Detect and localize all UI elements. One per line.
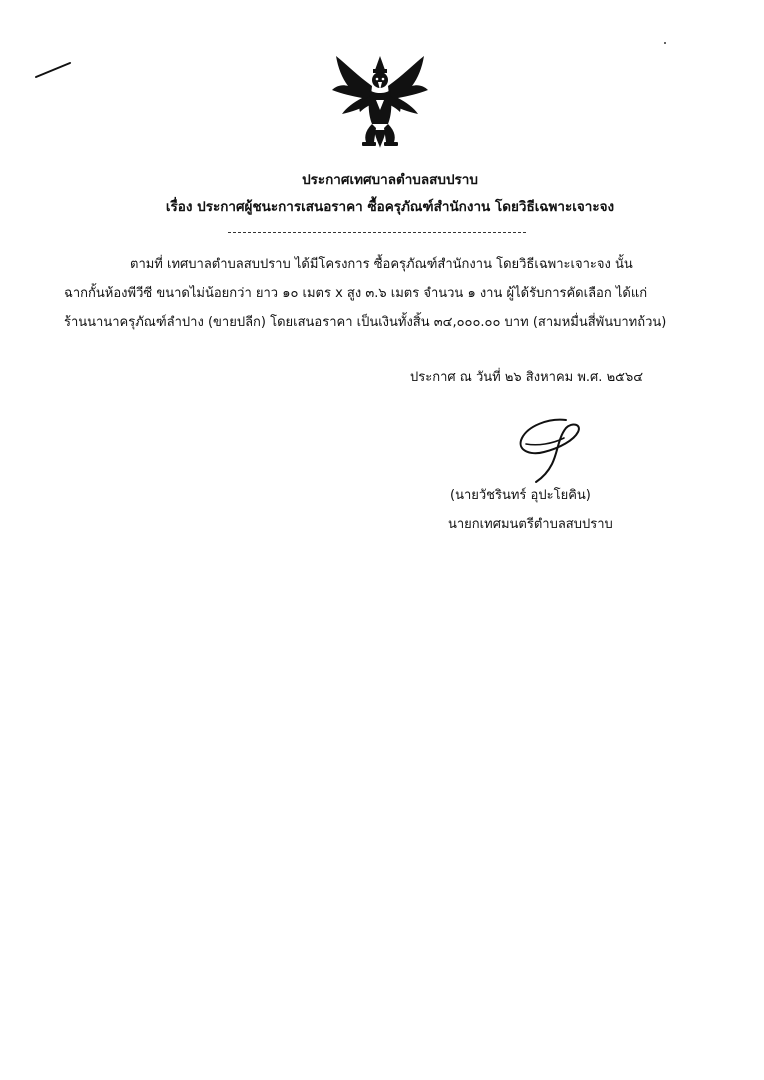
signer-position: นายกเทศมนตรีตำบลสบปราบ (448, 517, 613, 532)
header-separator (228, 232, 526, 233)
body-paragraph-line-1: ตามที่ เทศบาลตำบลสบปราบ ได้มีโครงการ ซื้อครุภัณฑ์สำนักงาน โดยวิธีเฉพาะเจาะจง นั้น (130, 257, 633, 272)
body-paragraph-line-3: ร้านนานาครุภัณฑ์ลำปาง (ขายปลีก) โดยเสนอราคา เป็นเงินทั้งสิ้น ๓๔,๐๐๐.๐๐ บาท (สามหมื่นสี่พันบาทถ้วน) (64, 315, 667, 330)
garuda-emblem-icon (328, 50, 432, 150)
document-title: ประกาศเทศบาลตำบลสบปราบ (302, 172, 478, 188)
pen-stroke-mark (34, 60, 74, 80)
announcement-date: ประกาศ ณ วันที่ ๒๖ สิงหาคม พ.ศ. ๒๕๖๔ (410, 370, 644, 385)
body-paragraph-line-2: ฉากกั้นห้องพีวีซี ขนาดไม่น้อยกว่า ยาว ๑๐ เมตร x สูง ๓.๖ เมตร จำนวน ๑ งาน ผู้ได้รับการคัดเลือก ได้แก่ (64, 286, 648, 301)
signer-name: (นายวัชรินทร์ อุปะโยคิน) (450, 488, 591, 503)
scan-speck (664, 42, 666, 44)
handwritten-signature-icon (508, 416, 600, 488)
document-subject: เรื่อง ประกาศผู้ชนะการเสนอราคา ซื้อครุภัณฑ์สำนักงาน โดยวิธีเฉพาะเจาะจง (165, 199, 615, 215)
